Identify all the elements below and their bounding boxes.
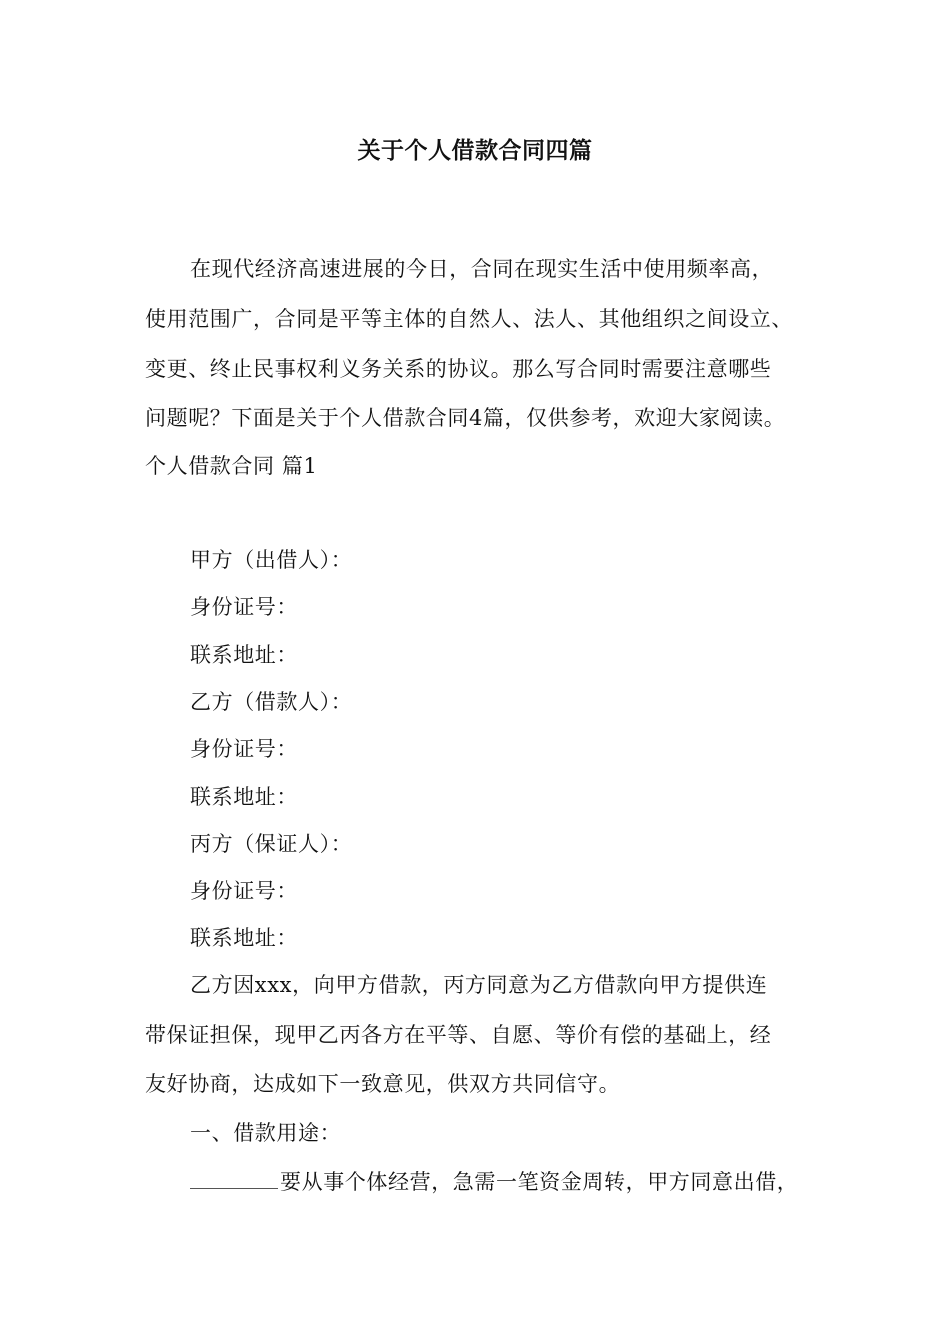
agreement-line-3: 友好协商，达成如下一致意见，供双方共同信守。 (145, 1072, 621, 1096)
intro-line-1: 在现代经济高速进展的今日，合同在现实生活中使用频率高， (190, 257, 774, 281)
agreement-line-1: 乙方因xxx，向甲方借款，丙方同意为乙方借款向甲方提供连 (190, 973, 768, 997)
clause-1-line (190, 1167, 798, 1197)
intro-line-2: 使用范围广，合同是平等主体的自然人、法人、其他组织之间设立、 (145, 307, 793, 331)
party-c-label: 丙方（保证人）： (190, 832, 353, 856)
party-b-address-label: 联系地址： (190, 785, 298, 809)
document-title: 关于个人借款合同四篇 (357, 138, 593, 164)
agreement-line-2: 带保证担保，现甲乙丙各方在平等、自愿、等价有偿的基础上，经 (145, 1023, 772, 1047)
party-b-label: 乙方（借款人）： (190, 690, 353, 714)
clause-1-heading: 一、借款用途： (190, 1121, 342, 1145)
party-c-address-label: 联系地址： (190, 926, 298, 950)
section-heading: 个人借款合同 篇1 (145, 454, 318, 478)
intro-line-4: 问题呢？下面是关于个人借款合同4篇，仅供参考，欢迎大家阅读。 (145, 406, 786, 430)
fill-in-blank (190, 1168, 278, 1189)
party-c-id-label: 身份证号： (190, 879, 298, 903)
party-a-id-label: 身份证号： (190, 595, 298, 619)
party-a-address-label: 联系地址： (190, 643, 298, 667)
clause-1-text: 要从事个体经营，急需一笔资金周转，甲方同意出借， (280, 1170, 799, 1194)
intro-line-3: 变更、终止民事权利义务关系的协议。那么写合同时需要注意哪些 (145, 357, 772, 381)
party-a-label: 甲方（出借人）： (190, 548, 353, 572)
party-b-id-label: 身份证号： (190, 737, 298, 761)
